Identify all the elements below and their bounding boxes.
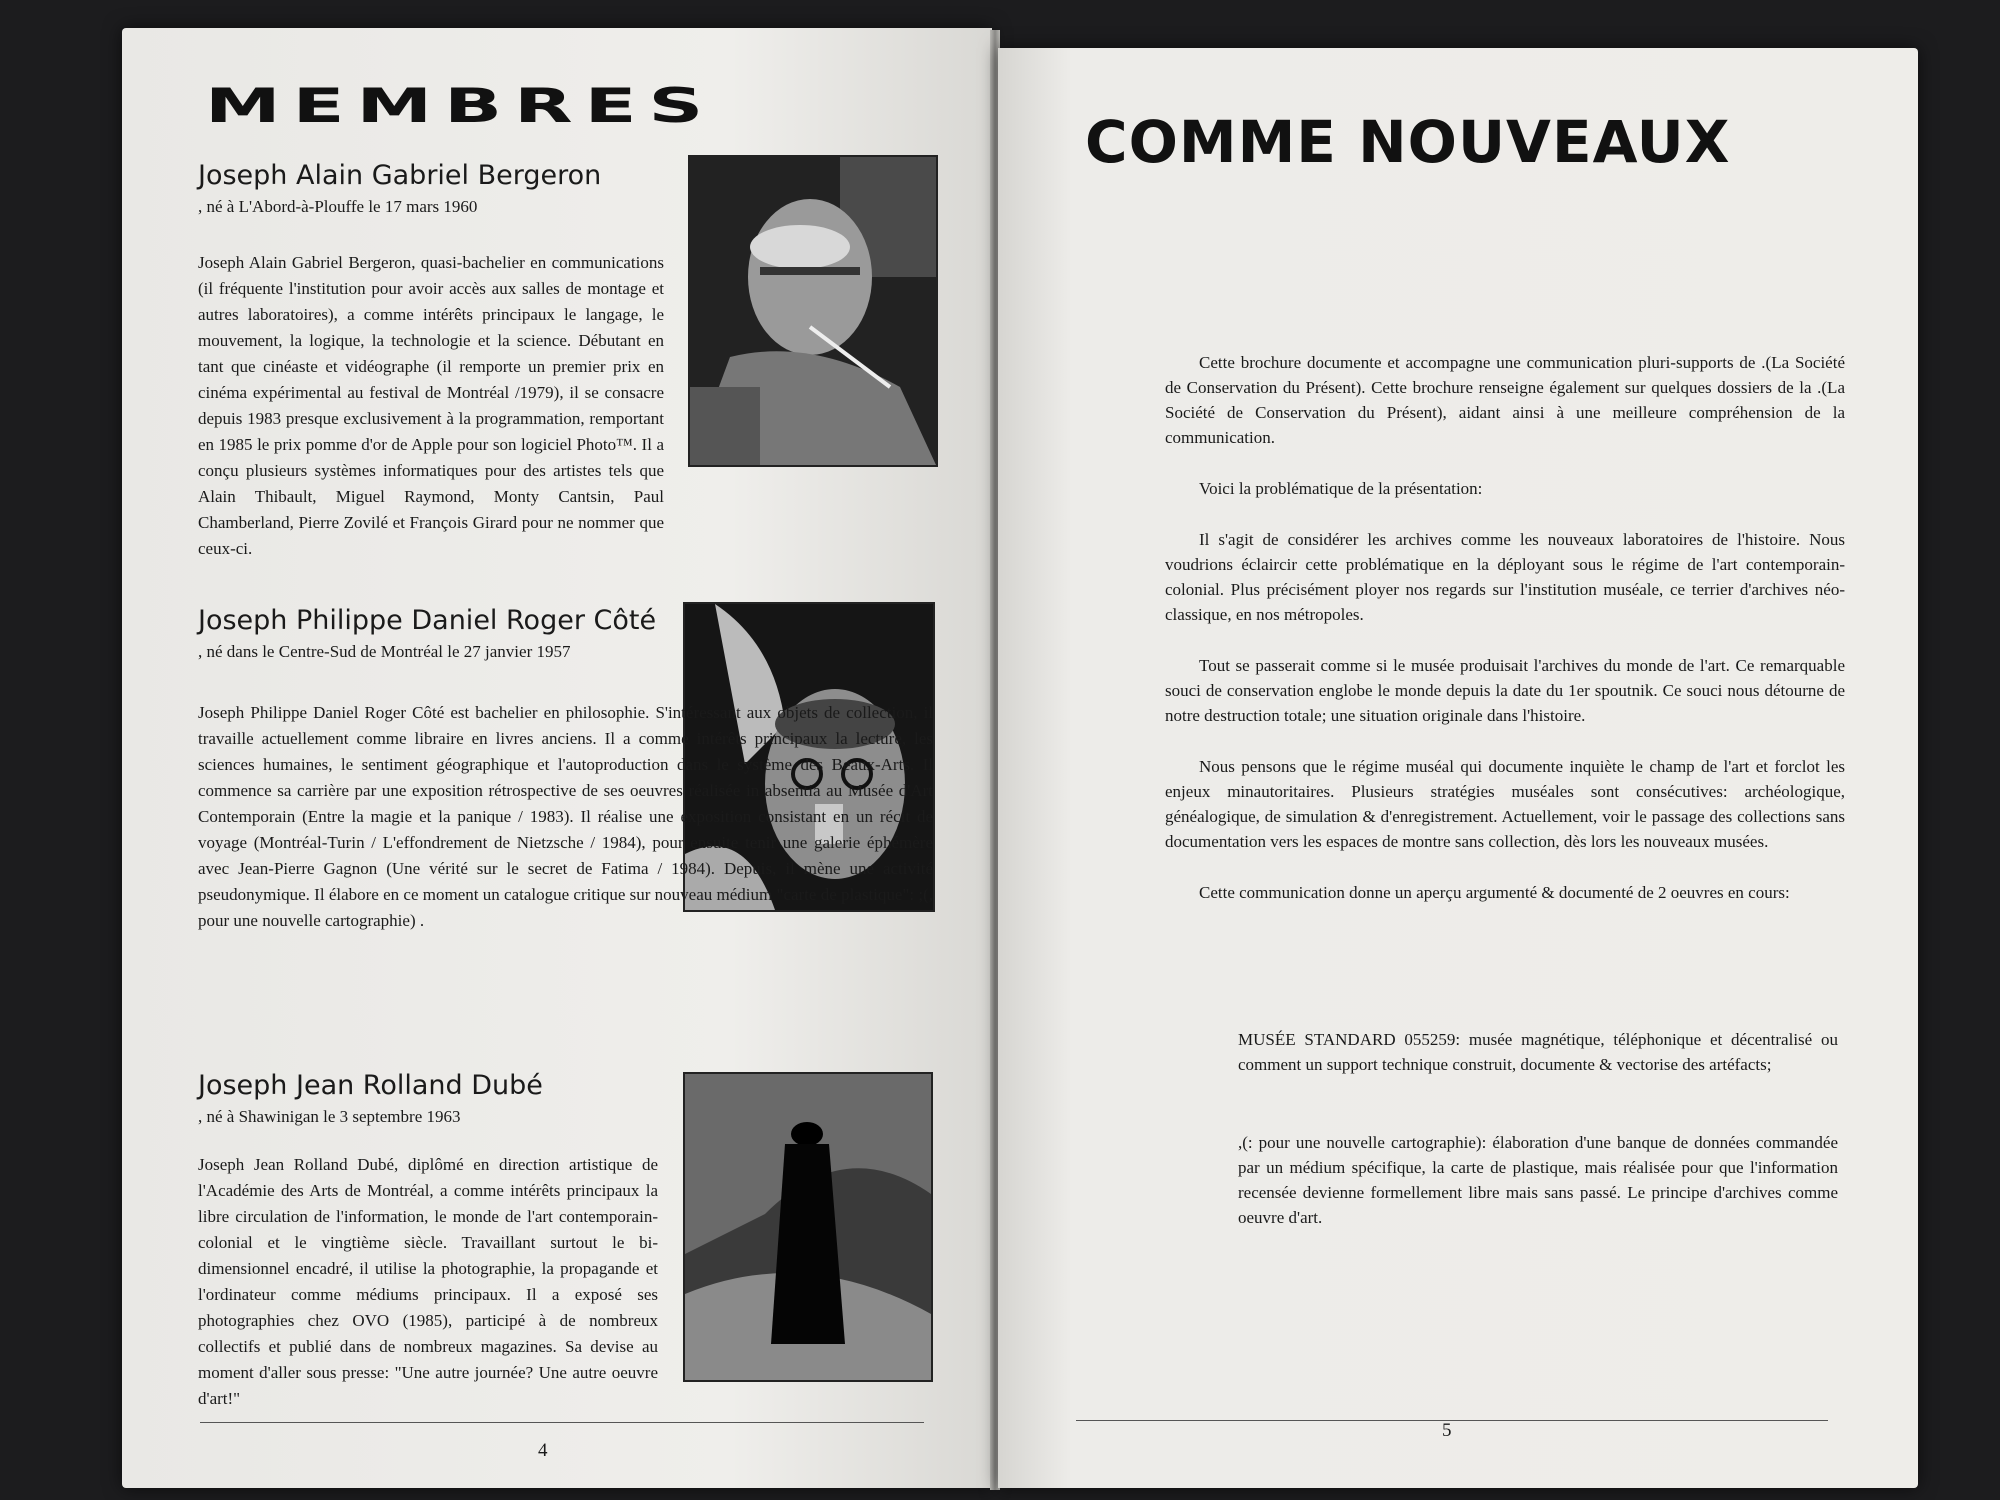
member-1-bio: Joseph Alain Gabriel Bergeron, quasi-bachelier en communications (il fréquente l'institution pour avoir accès aux salles de montage et autres laboratoires), a comme intérêts principaux le langage, le mouvement, la logique, la technologie et la science. Débutant en tant que cinéaste et vidéographe (il remporte un premier prix en cinéma expérimental au festival de Montréal /1979), il se consacre depuis 1983 presque exclusivement à la programmation, remportant en 1985 le prix pomme d'or de Apple pour son logiciel Photo™. Il a conçu plusieurs systèmes informatiques pour des artistes tels que Alain Thibault, Miguel Raymond, Monty Cantsin, Paul Chamberland, Pierre Zovilé et François Girard pour ne nommer que ceux-ci. xyxy=(198,253,664,558)
member-2-bio-main xyxy=(198,700,933,934)
member-1-header xyxy=(198,160,601,217)
paragraph-3: Il s'agit de considérer les archives comme les nouveaux laboratoires de l'histoire. Nous voudrions éclaircir cette problématique en la déployant sous le régime de l'art contemporain-colonial. Plus précisément ployer nos regards sur l'institution muséale, ce terrier d'archives néo-classique, en nos métropoles. xyxy=(1165,530,1845,624)
member-2-header xyxy=(198,605,656,662)
left-footer-rule xyxy=(200,1422,924,1423)
member-1-portrait xyxy=(688,155,938,467)
member-1-born: , né à L'Abord-à-Plouffe le 17 mars 1960 xyxy=(198,197,478,216)
work-1-musee-standard: MUSÉE STANDARD 055259: musée magnétique, téléphonique et décentralisé ou comment un support technique construit, documente & vectorise des artéfacts; xyxy=(1238,1030,1838,1074)
right-footer-rule xyxy=(1076,1420,1828,1421)
member-3-header xyxy=(198,1070,543,1127)
paragraph-5: Nous pensons que le régime muséal qui documente inquiète le champ de l'art et forclot les enjeux minautoritaires. Plusieurs stratégies muséales sont consécutives: archéologique, généalogique, de simulation & d'enregistrement. Actuellement, voir le passage des collections sans documentation vers les espaces de montre sans collection, dès lors les nouveaux musées. xyxy=(1165,757,1845,851)
paragraph-6: Cette communication donne un aperçu argumenté & documenté de 2 oeuvres en cours: xyxy=(1199,883,1790,902)
page-number-right: 5 xyxy=(1442,1420,1452,1441)
paragraph-4: Tout se passerait comme si le musée produisait l'archives du monde de l'art. Ce remarquable souci de conservation englobe le monde depuis la date du 1er spoutnik. Ce souci nous détourne de notre destruction totale; une situation originale dans l'histoire. xyxy=(1165,656,1845,725)
member-1-name: Joseph Alain Gabriel Bergeron xyxy=(198,160,602,191)
member-3-bio: Joseph Jean Rolland Dubé, diplômé en direction artistique de l'Académie des Arts de Montréal, a comme intérêts principaux la libre circulation de l'information, le monde de l'art contemporain-colonial et le vingtième siècle. Travaillant surtout le bi-dimensionnel encadré, il utilise la photographie, la propagande et l'ordinateur comme médiums principaux. Il a exposé ses photographies chez OVO (1985), participé à de nombreux collectifs et publié dans de nombreux magazines. Sa devise au moment d'aller sous presse: "Une autre journée? Une autre oeuvre d'art!" xyxy=(198,1155,658,1408)
intro-text xyxy=(1165,350,1845,931)
member-3-name: Joseph Jean Rolland Dubé xyxy=(198,1070,543,1101)
paragraph-2: Voici la problématique de la présentation: xyxy=(1199,479,1483,498)
member-3-born: , né à Shawinigan le 3 septembre 1963 xyxy=(198,1107,461,1126)
member-2-born: , né dans le Centre-Sud de Montréal le 27 janvier 1957 xyxy=(198,642,571,661)
comme-nouveaux-title: COMME NOUVEAUX xyxy=(1085,108,1731,176)
member-3-photo xyxy=(683,1072,933,1382)
membres-title: MEMBRES xyxy=(205,78,716,134)
member-1-bio-main xyxy=(198,250,664,562)
member-2-bio: Joseph Philippe Daniel Roger Côté est bachelier en philosophie. S'intéressant aux objets de collection, il travaille actuellement comme libraire en livres anciens. Il a comme intérêts principaux la lecture, les sciences humaines, le sentiment géographique et l'autoproduction dans le système des Beaux-Arts. Il commence sa carrière par une exposition rétrospective de ses oeuvres réalisée in absentia au Musée d'Art Contemporain (Entre la magie et la panique / 1983). Il réalise une exposition consistant en un récit de voyage (Montréal-Turin / L'effondrement de Nietzsche / 1984), pour ensuite tenir une galerie éphémère avec Jean-Pierre Gagnon (Une vérité sur le secret de Fatima / 1984). Depuis, il mène une activité pseudonymique. Il élabore en ce moment un catalogue critique sur nouveau médium "carte de plastique": ;(, pour une nouvelle cartographie) . xyxy=(198,703,933,930)
member-2-name: Joseph Philippe Daniel Roger Côté xyxy=(198,605,657,636)
member-3-bio-main xyxy=(198,1152,658,1412)
work-2-cartographie: ,(: pour une nouvelle cartographie): élaboration d'une banque de données commandée par un médium spécifique, la carte de plastique, mais réalisée pour que l'information recensée devienne formellement libre mais sans passé. Le principe d'archives comme oeuvre d'art. xyxy=(1238,1133,1838,1227)
page-number-left: 4 xyxy=(538,1440,548,1461)
paragraph-1: Cette brochure documente et accompagne une communication pluri-supports de .(La Société de Conservation du Présent). Cette brochure renseigne également sur quelques dossiers de la .(La Société de Conservation du Présent), aidant ainsi à une meilleure compréhension de la communication. xyxy=(1165,353,1845,447)
